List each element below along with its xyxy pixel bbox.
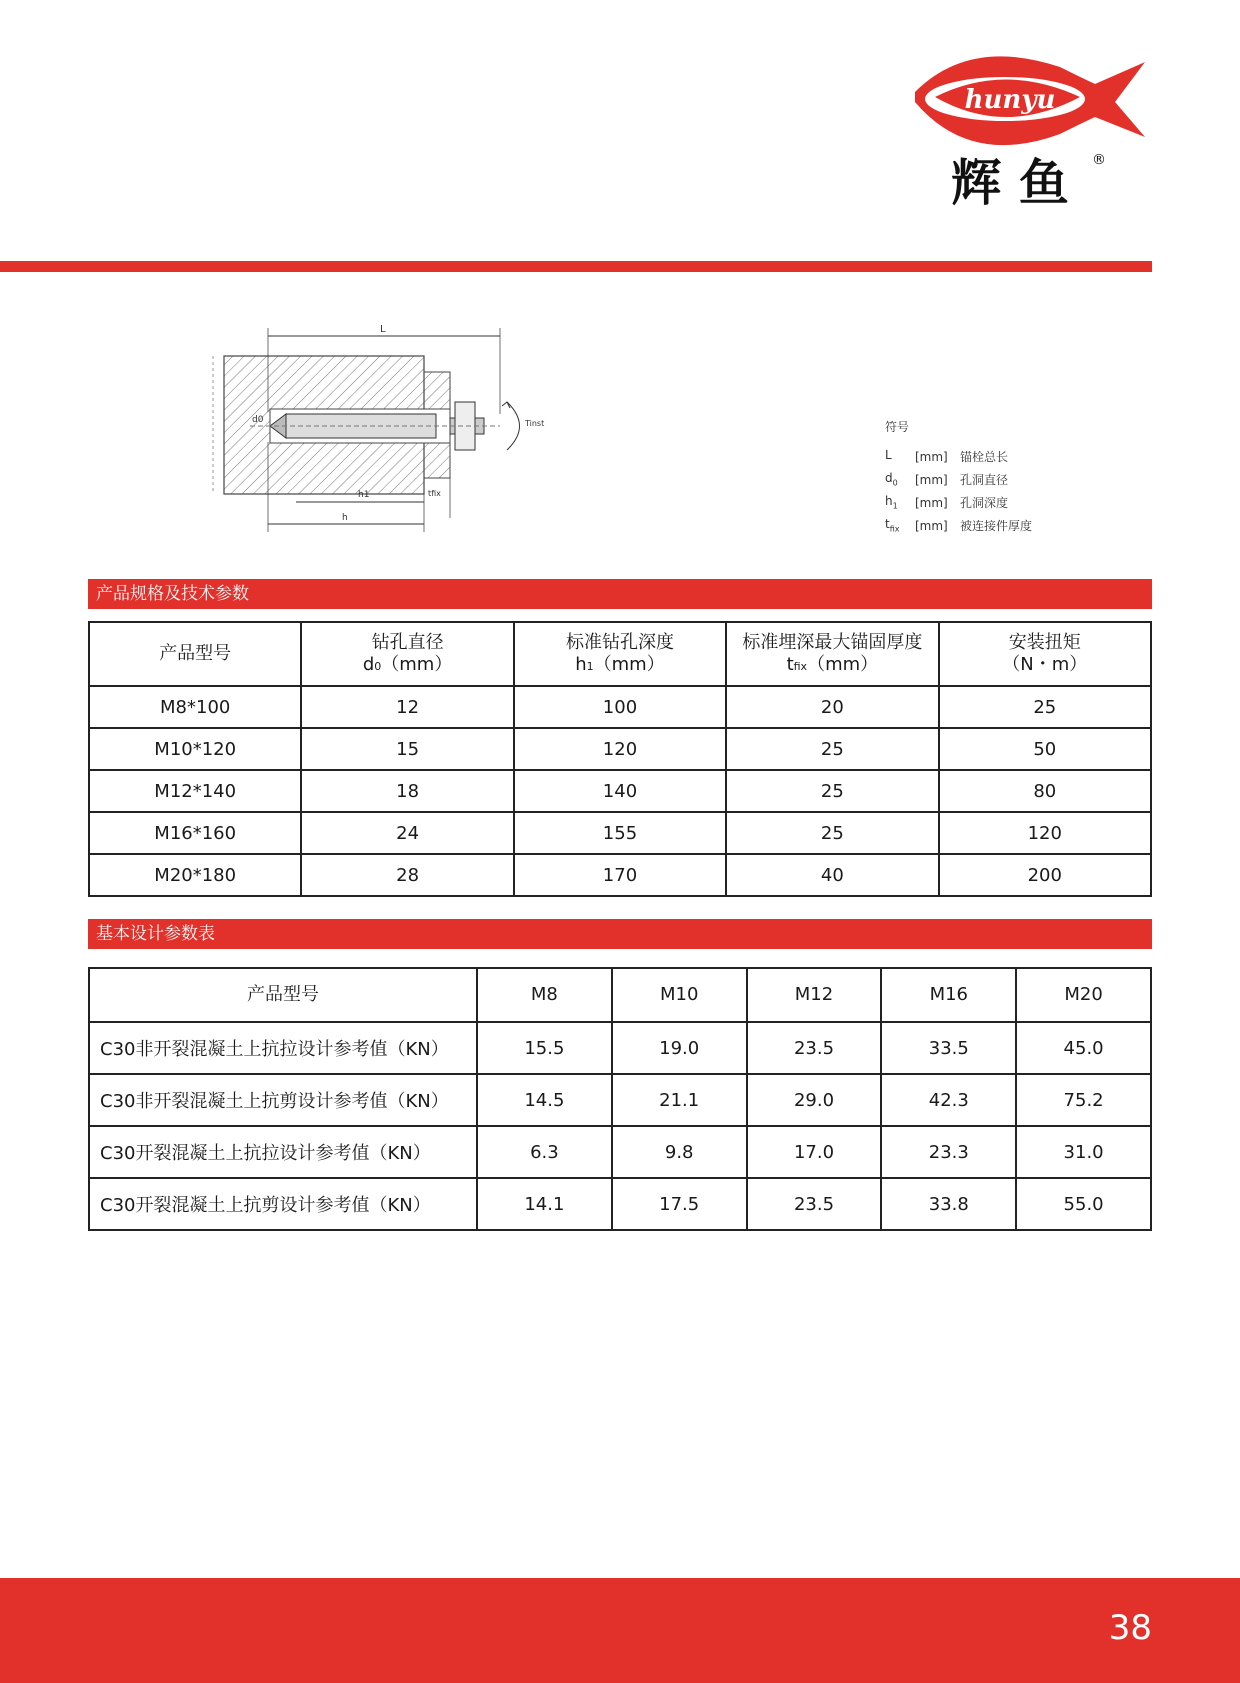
label-L: L	[380, 324, 386, 335]
brand-logo	[910, 42, 1155, 212]
header-tfix: 标准埋深最大锚固厚度 tfix（mm）	[726, 622, 938, 686]
table-row: C30开裂混凝土上抗拉设计参考值（KN） 6.3 9.8 17.0 23.3 31.0	[89, 1126, 1151, 1178]
header-model: 产品型号	[89, 622, 301, 686]
label-tfix: tfix	[428, 489, 441, 498]
table-row: C30非开裂混凝土上抗拉设计参考值（KN） 15.5 19.0 23.5 33.5 45.0	[89, 1022, 1151, 1074]
spec-table	[88, 621, 1152, 897]
design-section-title: 基本设计参数表	[88, 919, 1152, 949]
registered-mark: ®	[1092, 152, 1106, 168]
brand-name: 辉 鱼	[951, 154, 1069, 212]
footer-bar	[0, 1578, 1240, 1683]
table-row: C30开裂混凝土上抗剪设计参考值（KN） 14.1 17.5 23.5 33.8 55.0	[89, 1178, 1151, 1230]
legend-row: $d_0$ [mm] 孔洞直径	[885, 471, 1009, 488]
table-row: M20*180 28 170 40 200	[89, 854, 1151, 896]
logo-wordmark: hunyu	[964, 85, 1056, 115]
table-row: M10*120 15 120 25 50	[89, 728, 1151, 770]
label-h: h	[342, 513, 348, 523]
design-table	[88, 967, 1152, 1231]
table-row: C30非开裂混凝土上抗剪设计参考值（KN） 14.5 21.1 29.0 42.3 75.2	[89, 1074, 1151, 1126]
table-header-row	[89, 622, 1151, 686]
table-row: M12*140 18 140 25 80	[89, 770, 1151, 812]
label-tinst: Tinst	[525, 419, 545, 428]
header-rule	[0, 261, 1152, 272]
anchor-diagram	[210, 322, 550, 537]
legend-row: $t_{fix}$ [mm] 被连接件厚度	[885, 517, 1033, 534]
header-d0: 钻孔直径 d0（mm）	[301, 622, 513, 686]
legend-title: 符号	[885, 420, 910, 434]
table-row: M16*160 24 155 25 120	[89, 812, 1151, 854]
label-h1: h1	[358, 490, 370, 500]
table-row: M8*100 12 100 20 25	[89, 686, 1151, 728]
header-h1: 标准钻孔深度 h1（mm）	[514, 622, 726, 686]
header-torque: 安装扭矩 （N・m）	[939, 622, 1151, 686]
symbol-legend	[885, 418, 1032, 537]
legend-row: $h_1$ [mm] 孔洞深度	[885, 494, 1009, 511]
legend-row: L [mm] 锚栓总长	[885, 448, 1009, 464]
table-header-row: 产品型号 M8 M10 M12 M16 M20	[89, 968, 1151, 1022]
label-d0: d0	[252, 415, 264, 425]
page-number: 38	[1108, 1608, 1152, 1648]
spec-section-title: 产品规格及技术参数	[88, 579, 1152, 609]
